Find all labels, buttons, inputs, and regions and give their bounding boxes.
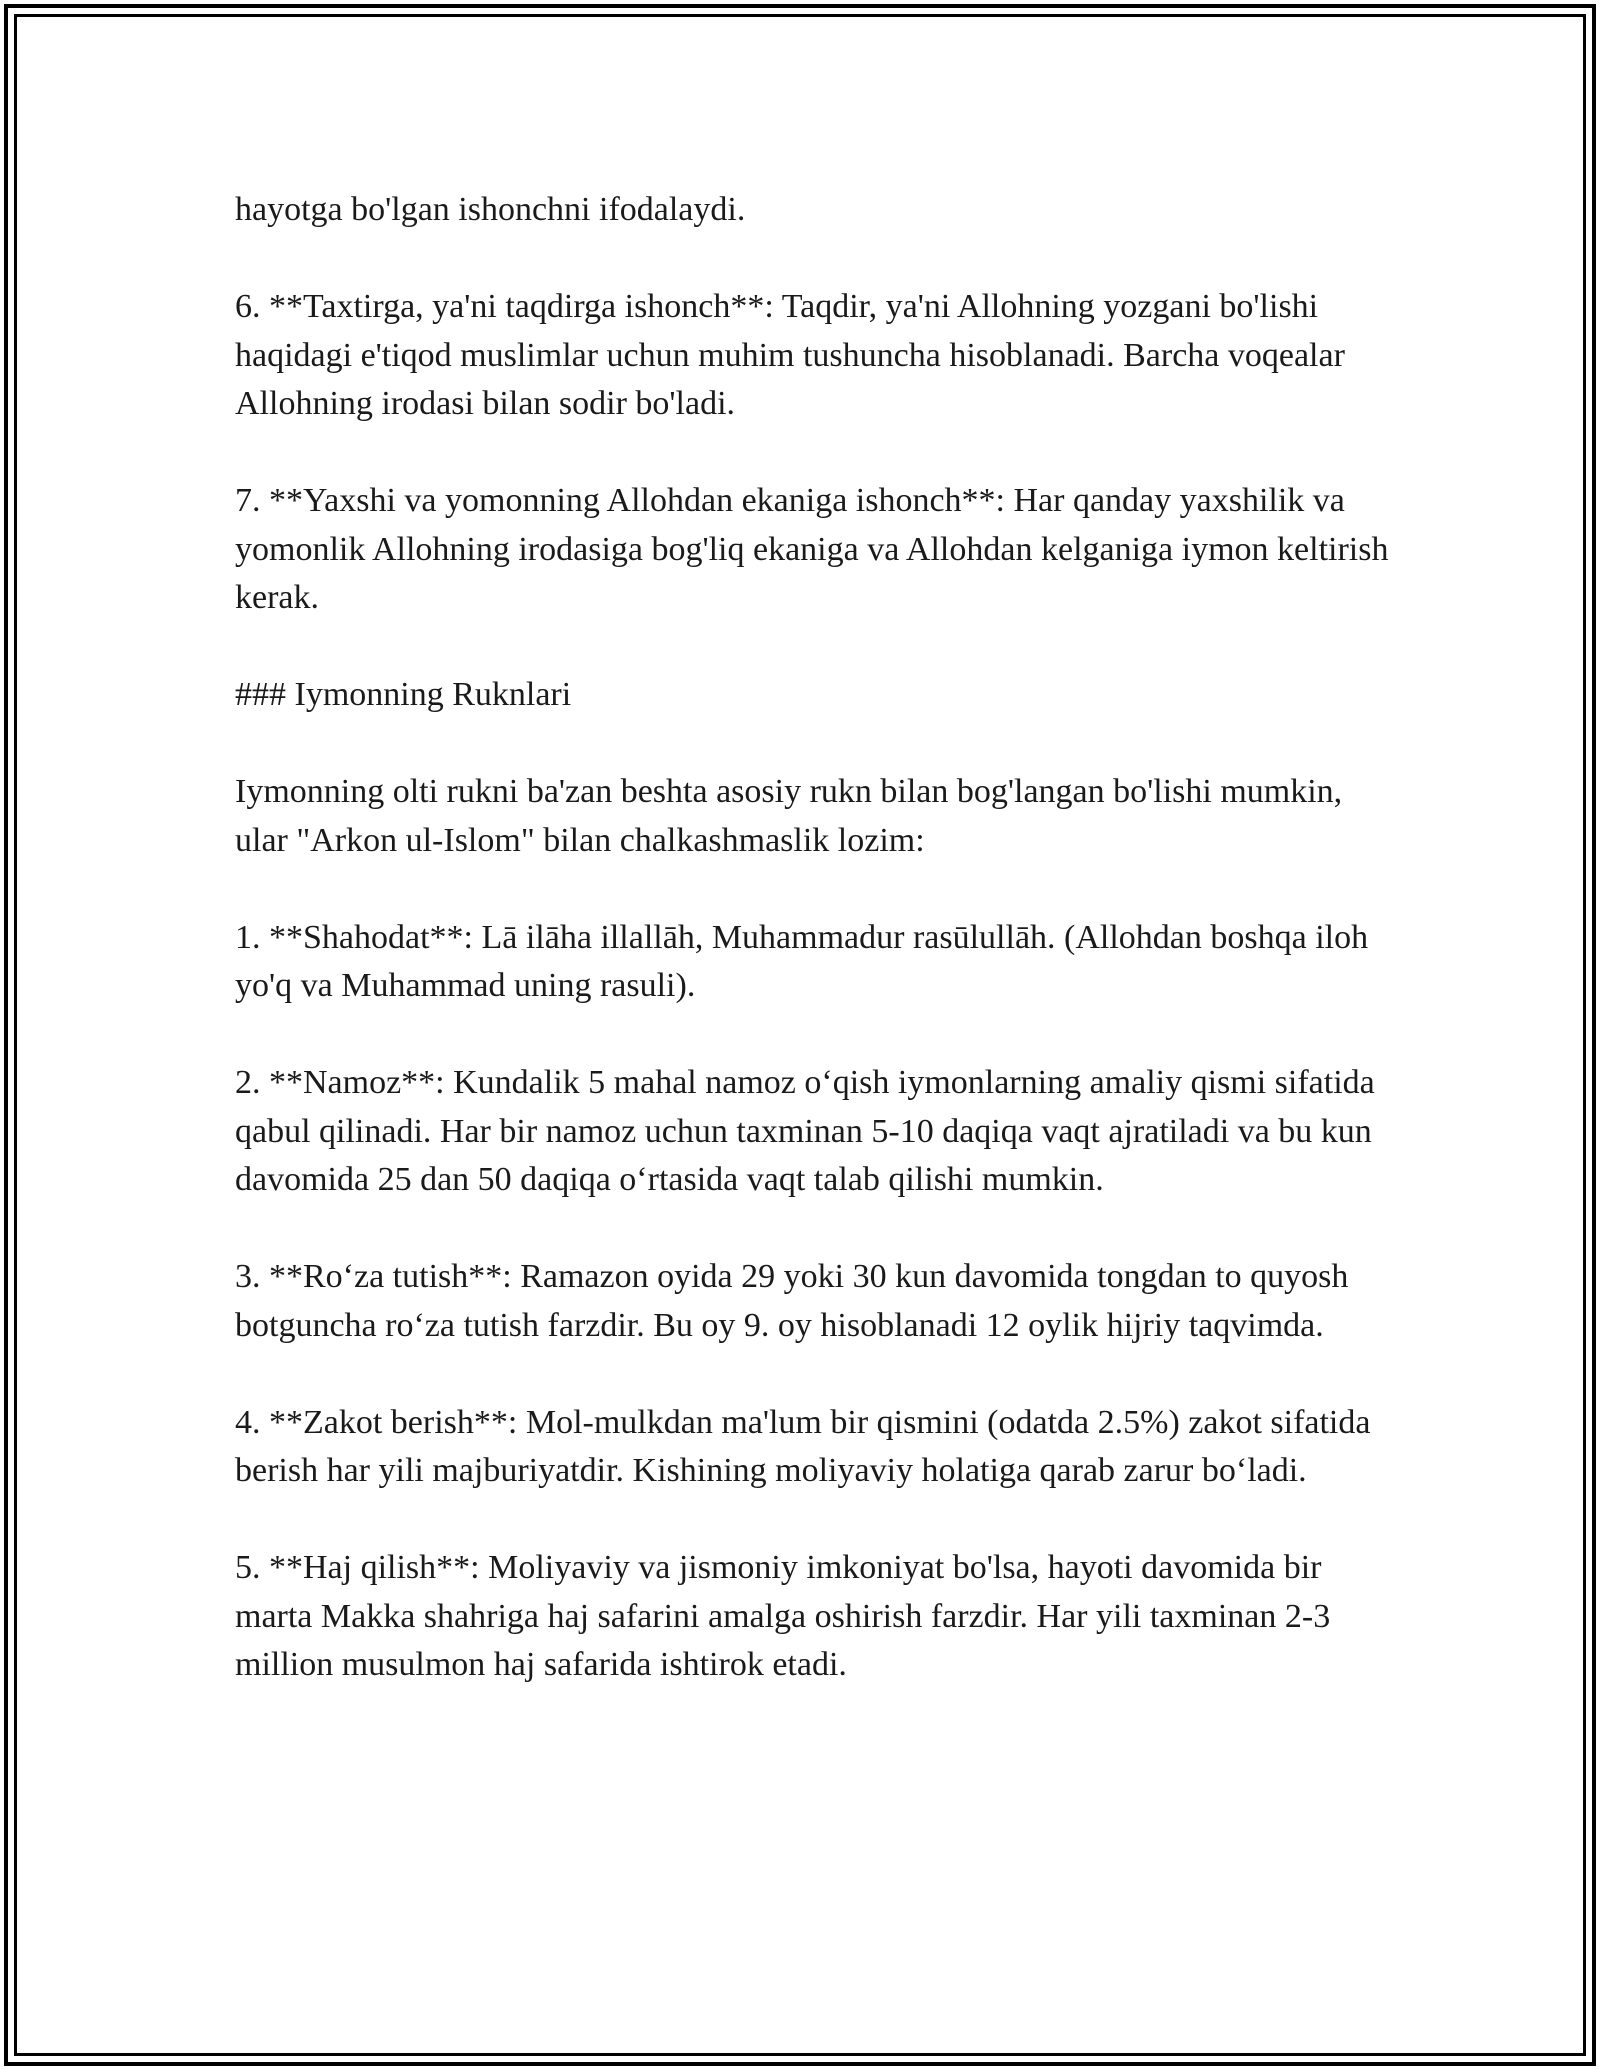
- paragraph-pillar-3: 3. **Ro‘za tutish**: Ramazon oyida 29 yoki 30 kun davomida tongdan to quyosh botguncha ro‘za tutish farzdir. Bu oy 9. oy hisoblanadi 12 oylik hijriy taqvimda.: [235, 1258, 1349, 1344]
- document-body: [235, 186, 1395, 1738]
- paragraph-continuation: hayotga bo'lgan ishonchni ifodalaydi.: [235, 191, 746, 228]
- paragraph-item-6: 6. **Taxtirga, ya'ni taqdirga ishonch**: Taqdir, ya'ni Allohning yozgani bo'lishi haqidagi e'tiqod muslimlar uchun muhim tushuncha hisoblanadi. Barcha voqealar Allohning irodasi bilan sodir bo'ladi.: [235, 288, 1345, 422]
- paragraph-intro: Iymonning olti rukni ba'zan beshta asosiy rukn bilan bog'langan bo'lishi mumkin, ular "Arkon ul-Islom" bilan chalkashmaslik lozim:: [235, 773, 1343, 859]
- section-heading: ### Iymonning Ruknlari: [235, 676, 572, 713]
- paragraph-pillar-2: 2. **Namoz**: Kundalik 5 mahal namoz o‘qish iymonlarning amaliy qismi sifatida qabul qilinadi. Har bir namoz uchun taxminan 5-10 daqiqa vaqt ajratiladi va bu kun davomida 25 dan 50 daqiqa o‘rtasida vaqt talab qilishi mumkin.: [235, 1064, 1375, 1198]
- paragraph-item-7: 7. **Yaxshi va yomonning Allohdan ekaniga ishonch**: Har qanday yaxshilik va yomonlik Allohning irodasiga bog'liq ekaniga va Allohdan kelganiga iymon keltirish kerak.: [235, 482, 1389, 616]
- paragraph-pillar-1: 1. **Shahodat**: Lā ilāha illallāh, Muhammadur rasūlullāh. (Allohdan boshqa iloh yo'q va Muhammad uning rasuli).: [235, 918, 1369, 1004]
- paragraph-pillar-5: 5. **Haj qilish**: Moliyaviy va jismoniy imkoniyat bo'lsa, hayoti davomida bir marta Makka shahriga haj safarini amalga oshirish farzdir. Har yili taxminan 2-3 million musulmon haj safarida ishtirok etadi.: [235, 1549, 1331, 1683]
- paragraph-pillar-4: 4. **Zakot berish**: Mol-mulkdan ma'lum bir qismini (odatda 2.5%) zakot sifatida berish har yili majburiyatdir. Kishining moliyaviy holatiga qarab zarur bo‘ladi.: [235, 1403, 1371, 1489]
